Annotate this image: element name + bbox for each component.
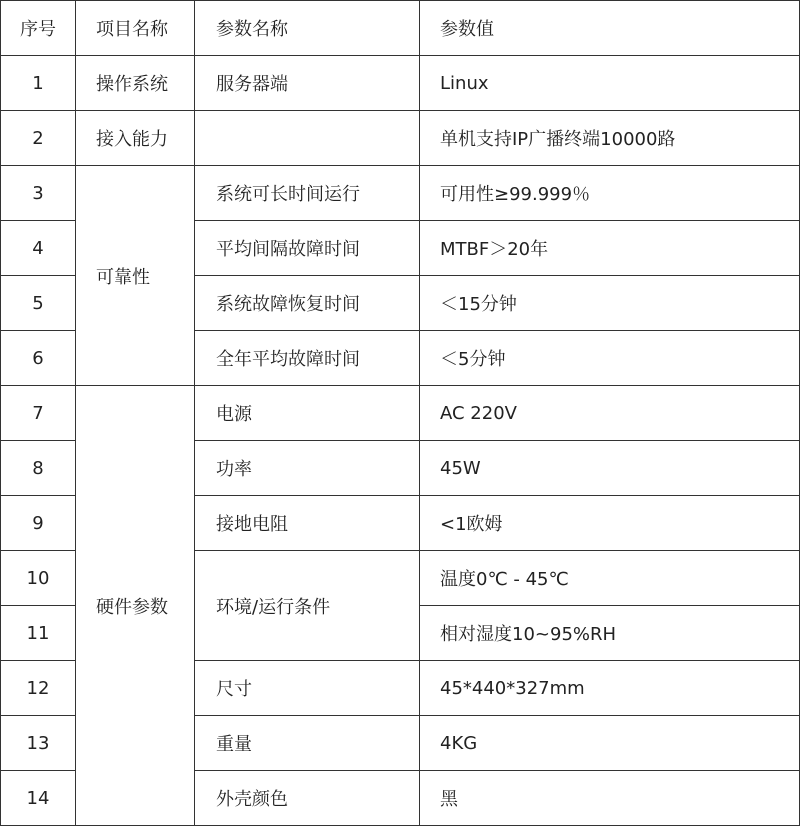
group-access: 接入能力 — [76, 111, 195, 166]
table-row — [1, 166, 800, 221]
row-index: 3 — [1, 166, 76, 221]
row-param — [195, 111, 420, 166]
row-param: 电源 — [195, 386, 420, 441]
row-param: 功率 — [195, 441, 420, 496]
row-index: 9 — [1, 496, 76, 551]
row-param: 全年平均故障时间 — [195, 331, 420, 386]
row-index: 6 — [1, 331, 76, 386]
row-index: 13 — [1, 716, 76, 771]
group-hardware: 硬件参数 — [76, 386, 195, 826]
row-param: 环境/运行条件 — [195, 551, 420, 661]
row-index: 5 — [1, 276, 76, 331]
row-value: 相对湿度10~95%RH — [420, 606, 800, 661]
row-value: ＜15分钟 — [420, 276, 800, 331]
header-param: 参数名称 — [195, 1, 420, 56]
row-param: 服务器端 — [195, 56, 420, 111]
group-os: 操作系统 — [76, 56, 195, 111]
table-header-row — [1, 1, 800, 56]
row-param: 平均间隔故障时间 — [195, 221, 420, 276]
row-index: 4 — [1, 221, 76, 276]
row-param: 外壳颜色 — [195, 771, 420, 826]
row-value: Linux — [420, 56, 800, 111]
row-index: 11 — [1, 606, 76, 661]
row-value: 黑 — [420, 771, 800, 826]
row-value: ＜5分钟 — [420, 331, 800, 386]
row-value: 可用性≥99.999％ — [420, 166, 800, 221]
table-row — [1, 56, 800, 111]
table-row — [1, 386, 800, 441]
row-index: 12 — [1, 661, 76, 716]
group-reliability: 可靠性 — [76, 166, 195, 386]
header-index: 序号 — [1, 1, 76, 56]
row-param: 系统可长时间运行 — [195, 166, 420, 221]
row-value: <1欧姆 — [420, 496, 800, 551]
row-param: 接地电阻 — [195, 496, 420, 551]
row-param: 系统故障恢复时间 — [195, 276, 420, 331]
row-index: 14 — [1, 771, 76, 826]
row-index: 1 — [1, 56, 76, 111]
row-index: 7 — [1, 386, 76, 441]
row-index: 2 — [1, 111, 76, 166]
row-value: MTBF＞20年 — [420, 221, 800, 276]
row-value: 单机支持IP广播终端10000路 — [420, 111, 800, 166]
row-index: 8 — [1, 441, 76, 496]
row-value: 45*440*327mm — [420, 661, 800, 716]
row-param: 尺寸 — [195, 661, 420, 716]
header-value: 参数值 — [420, 1, 800, 56]
row-param: 重量 — [195, 716, 420, 771]
header-item: 项目名称 — [76, 1, 195, 56]
row-value: 温度0℃ - 45℃ — [420, 551, 800, 606]
row-value: 4KG — [420, 716, 800, 771]
row-value: AC 220V — [420, 386, 800, 441]
table-row — [1, 111, 800, 166]
row-index: 10 — [1, 551, 76, 606]
row-value: 45W — [420, 441, 800, 496]
